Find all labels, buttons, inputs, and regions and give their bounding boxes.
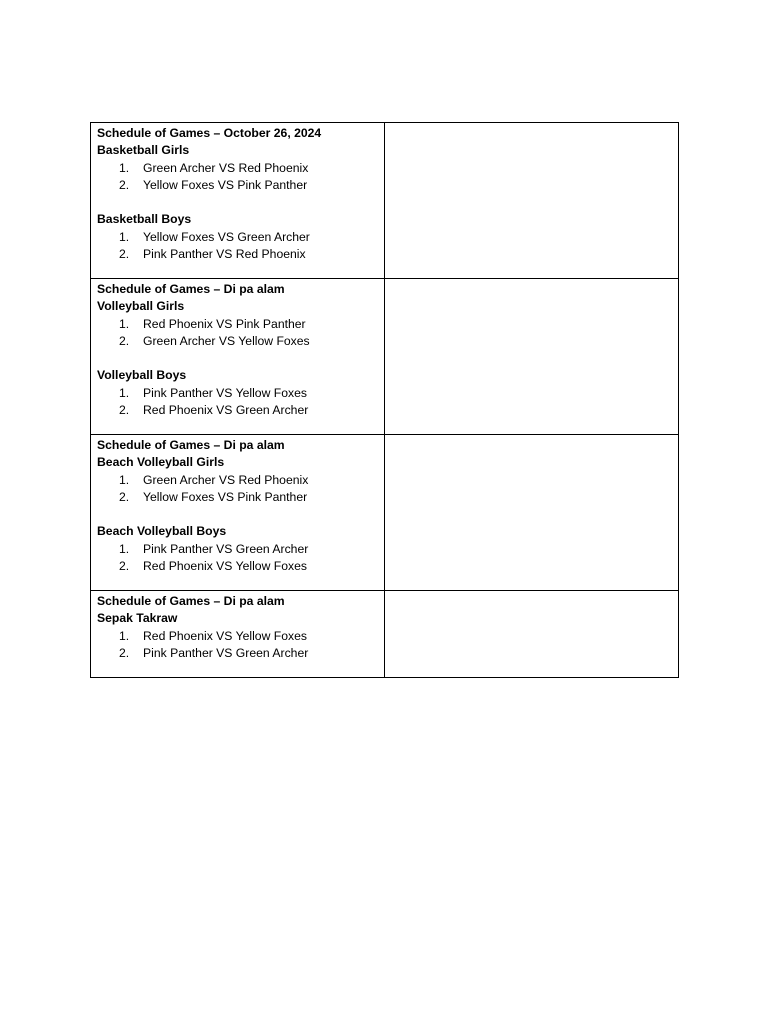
list-number: 2. xyxy=(119,403,130,418)
game-matchup: Red Phoenix VS Yellow Foxes xyxy=(143,559,307,574)
game-matchup: Yellow Foxes VS Pink Panther xyxy=(143,177,308,192)
game-matchup: Red Phoenix VS Green Archer xyxy=(143,403,309,418)
schedule-cell xyxy=(91,435,385,591)
game-item xyxy=(97,316,378,333)
schedule-table xyxy=(90,122,679,678)
list-number: 1. xyxy=(119,541,130,556)
game-matchup: Pink Panther VS Yellow Foxes xyxy=(143,385,307,400)
game-matchup: Red Phoenix VS Yellow Foxes xyxy=(143,628,307,643)
empty-cell[interactable] xyxy=(385,435,679,591)
schedule-header: Schedule of Games – Di pa alam xyxy=(97,594,285,608)
schedule-row xyxy=(91,591,679,678)
list-number: 1. xyxy=(119,472,130,487)
game-matchup: Yellow Foxes VS Pink Panther xyxy=(143,489,308,504)
list-number: 1. xyxy=(119,229,130,244)
schedule-row xyxy=(91,123,679,279)
game-matchup: Yellow Foxes VS Green Archer xyxy=(143,229,310,244)
games-list xyxy=(97,628,378,663)
list-number: 1. xyxy=(119,628,130,643)
game-matchup: Pink Panther VS Green Archer xyxy=(143,541,309,556)
game-item xyxy=(97,489,378,506)
list-number: 2. xyxy=(119,489,130,504)
schedule-header: Schedule of Games – October 26, 2024 xyxy=(97,126,322,140)
game-matchup: Pink Panther VS Red Phoenix xyxy=(143,247,306,262)
game-item xyxy=(97,333,378,350)
sport-title: Sepak Takraw xyxy=(97,611,178,626)
list-number: 1. xyxy=(119,160,130,175)
schedule-header: Schedule of Games – Di pa alam xyxy=(97,438,285,452)
schedule-cell xyxy=(91,591,385,678)
game-matchup: Green Archer VS Yellow Foxes xyxy=(143,333,310,348)
game-item xyxy=(97,229,378,246)
schedule-row xyxy=(91,279,679,435)
game-matchup: Red Phoenix VS Pink Panther xyxy=(143,316,306,331)
list-number: 2. xyxy=(119,559,130,574)
sport-title: Basketball Girls xyxy=(97,143,190,158)
game-matchup: Green Archer VS Red Phoenix xyxy=(143,472,309,487)
games-list xyxy=(97,229,378,264)
games-list xyxy=(97,385,378,420)
game-item xyxy=(97,177,378,194)
game-item xyxy=(97,160,378,177)
game-item xyxy=(97,628,378,645)
sport-title: Volleyball Girls xyxy=(97,299,185,314)
games-list xyxy=(97,541,378,576)
game-item xyxy=(97,246,378,263)
game-item xyxy=(97,385,378,402)
game-item xyxy=(97,645,378,662)
list-number: 2. xyxy=(119,177,130,192)
list-number: 2. xyxy=(119,247,130,262)
sport-title: Basketball Boys xyxy=(97,212,192,227)
list-number: 1. xyxy=(119,385,130,400)
game-matchup: Pink Panther VS Green Archer xyxy=(143,645,309,660)
list-number: 2. xyxy=(119,333,130,348)
games-list xyxy=(97,160,378,195)
games-list xyxy=(97,316,378,351)
sport-title: Beach Volleyball Girls xyxy=(97,455,225,470)
game-item xyxy=(97,472,378,489)
schedule-row xyxy=(91,435,679,591)
schedule-cell xyxy=(91,123,385,279)
sport-title: Volleyball Boys xyxy=(97,368,187,383)
empty-cell[interactable] xyxy=(385,123,679,279)
sport-title: Beach Volleyball Boys xyxy=(97,524,227,539)
schedule-cell xyxy=(91,279,385,435)
schedule-header: Schedule of Games – Di pa alam xyxy=(97,282,285,296)
empty-cell[interactable] xyxy=(385,591,679,678)
games-list xyxy=(97,472,378,507)
game-item xyxy=(97,402,378,419)
list-number: 2. xyxy=(119,645,130,660)
empty-cell[interactable] xyxy=(385,279,679,435)
game-item xyxy=(97,558,378,575)
list-number: 1. xyxy=(119,316,130,331)
game-matchup: Green Archer VS Red Phoenix xyxy=(143,160,309,175)
game-item xyxy=(97,541,378,558)
